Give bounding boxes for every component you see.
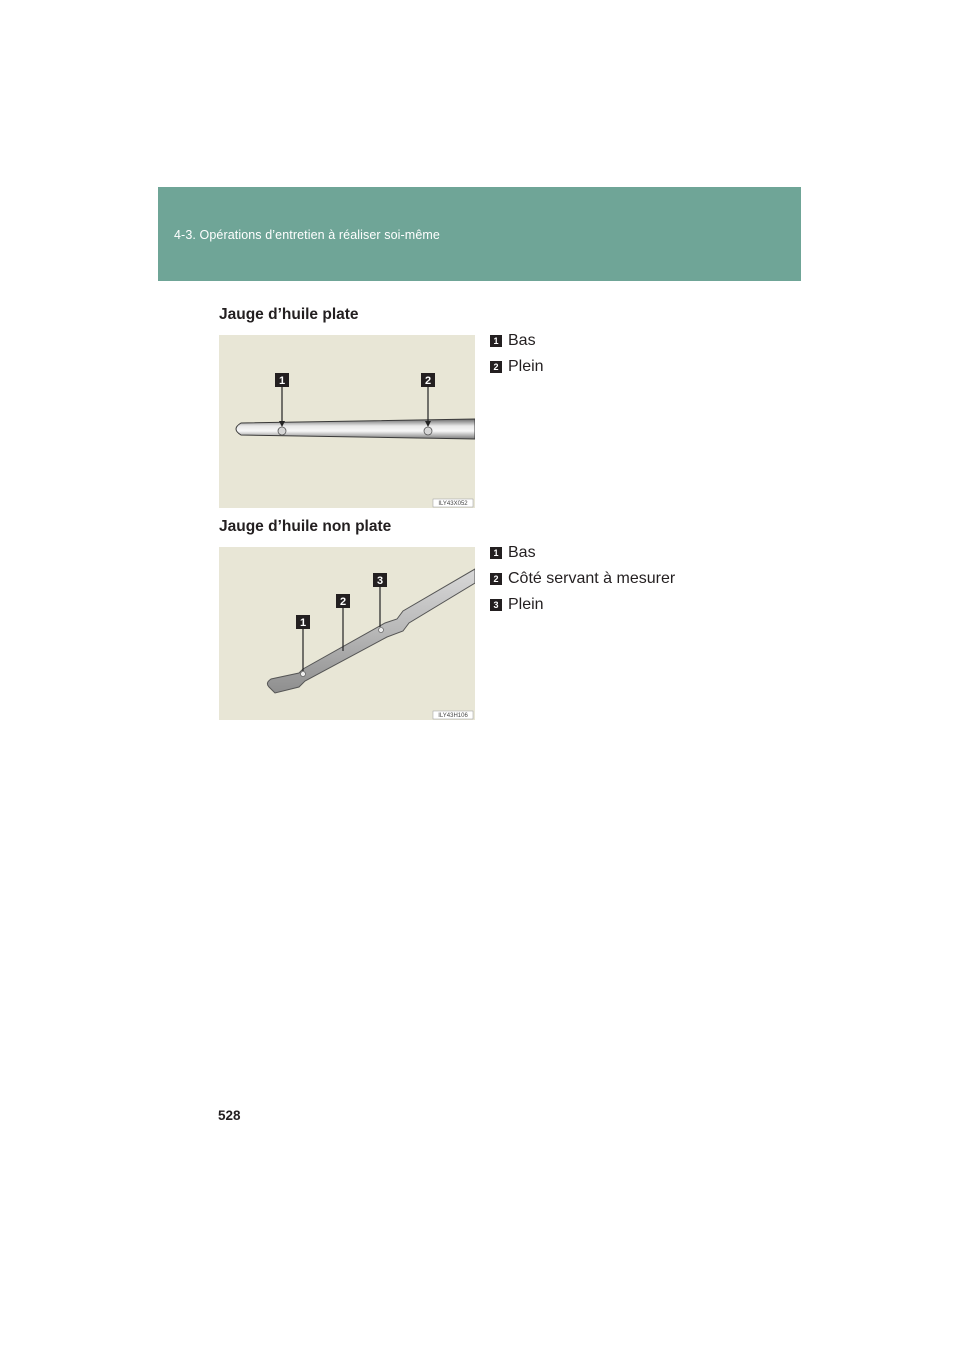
legend-item [490, 540, 675, 566]
legend-label: Bas [508, 544, 536, 561]
legend-num-badge: 1 [490, 547, 502, 559]
page-number: 528 [218, 1108, 241, 1123]
section-title-non-flat-dipstick: Jauge d’huile non plate [219, 518, 392, 535]
figure-code: ILY43X052 [438, 501, 468, 507]
figure-code: ILY43H106 [438, 713, 468, 719]
chapter-header-bar [158, 187, 801, 281]
callout-1-label: 1 [299, 617, 307, 629]
figure-flat-dipstick [219, 335, 475, 508]
callout-1-label: 1 [278, 375, 286, 387]
legend-num-badge: 2 [490, 573, 502, 585]
section-title-flat-dipstick: Jauge d’huile plate [219, 306, 359, 323]
legend-non-flat-dipstick [490, 540, 675, 618]
full-mark-hole [424, 427, 432, 435]
legend-item [490, 328, 544, 354]
chapter-title: 4-3. Opérations d’entretien à réaliser soi-même [174, 228, 440, 242]
legend-label: Plein [508, 358, 544, 375]
callout-2-label: 2 [424, 375, 432, 387]
legend-label: Bas [508, 332, 536, 349]
callout-2-label: 2 [339, 596, 347, 608]
legend-label: Plein [508, 596, 544, 613]
legend-label: Côté servant à mesurer [508, 570, 676, 587]
legend-flat-dipstick [490, 328, 544, 380]
figure-non-flat-dipstick [219, 547, 475, 720]
low-mark-hole [278, 427, 286, 435]
legend-item [490, 566, 675, 592]
legend-item [490, 592, 675, 618]
legend-num-badge: 2 [490, 361, 502, 373]
legend-item [490, 354, 544, 380]
legend-num-badge: 1 [490, 335, 502, 347]
legend-num-badge: 3 [490, 599, 502, 611]
callout-3-label: 3 [376, 575, 384, 587]
